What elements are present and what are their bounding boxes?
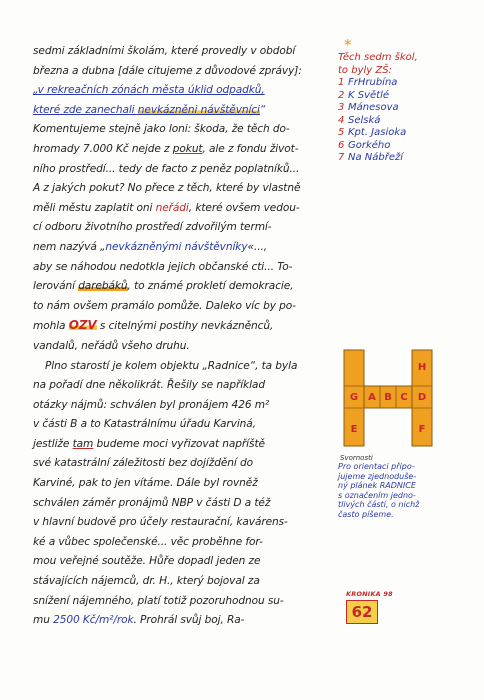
school-item: 6 Gorkého — [338, 139, 391, 151]
text-segment: nevkázněnými návštěvníky — [105, 240, 248, 253]
text-segment: , ale z fondu život- — [202, 142, 299, 155]
note-line: ný plánek RADNICE — [338, 481, 416, 490]
text-line — [33, 494, 333, 514]
text-segment: v hlavní budově pro účely restaurační, kavárens- — [33, 516, 288, 529]
text-segment: neřádi — [155, 201, 189, 214]
text-segment: nevkázněni návštěvníci — [137, 103, 260, 116]
stamp-label: KRONIKA 98 — [346, 590, 393, 598]
text-segment: ké a vůbec společenské... věc proběhne for- — [33, 535, 263, 548]
text-line — [33, 316, 333, 337]
note-line: často píšeme. — [338, 509, 394, 519]
text-line — [33, 62, 333, 82]
text-segment: . Prohrál svůj boj, Ra- — [133, 614, 245, 627]
text-segment: “ — [259, 103, 266, 116]
schools-header-line-2: to byly ZŠ: — [338, 64, 392, 76]
text-segment: lerování — [33, 280, 79, 293]
text-segment: snížení nájemného, platí totiž pozoruhodnou su- — [33, 594, 284, 607]
note-line: Pro orientaci připo- — [338, 462, 415, 471]
page-number-stamp — [346, 590, 393, 624]
text-segment: jestliže — [33, 437, 73, 450]
text-segment: OZV — [68, 318, 97, 333]
text-segment: mou veřejné soutěže. Hůře dopadl jeden ze — [33, 555, 261, 568]
text-segment: března a dubna [dále citujeme z důvodové zprávy]: — [33, 64, 302, 77]
text-segment: «..., — [247, 240, 268, 253]
text-segment: vandalů, neřádů všeho druhu. — [33, 339, 190, 352]
text-segment: mohla — [33, 320, 69, 333]
text-line — [33, 376, 333, 396]
school-item: 2 K Světlé — [338, 89, 390, 101]
text-line — [33, 101, 333, 121]
text-segment: nem nazývá „ — [33, 240, 106, 253]
asterisk-icon: * — [344, 36, 352, 54]
note-line: s označením jedno- — [338, 490, 416, 500]
text-segment: , které ovšem vedou- — [188, 201, 300, 214]
text-line — [33, 396, 333, 416]
text-segment: Karviné, pak to jen vítáme. Dále byl rovněž — [33, 477, 258, 490]
label-e: E — [350, 424, 358, 435]
text-segment: darebáků — [78, 280, 128, 293]
text-segment: v části B a to Katastrálnímu úřadu Karviná, — [33, 418, 256, 431]
text-segment: tam — [72, 437, 94, 450]
main-text-column — [33, 42, 333, 631]
school-item: 1 FrHrubína — [338, 77, 398, 88]
text-segment: ního prostředí... tedy de facto z peněz poplatníků... — [33, 162, 300, 175]
label-f: F — [418, 424, 426, 435]
text-line — [33, 297, 333, 317]
label-a: A — [368, 392, 376, 403]
school-item: 3 Mánesova — [338, 102, 399, 113]
text-segment: na pořadí dne několikrát. Řešily se například — [33, 379, 265, 392]
note-line: jujeme zjednoduše- — [338, 471, 417, 481]
radnice-building-plan — [340, 342, 440, 452]
text-segment: to nám ovšem pramálo pomůže. Daleko víc by po- — [33, 299, 296, 312]
school-item: 7 Na Nábřeží — [338, 152, 404, 163]
text-line — [33, 357, 333, 377]
text-segment: budeme moci vyřizovat napříště — [93, 437, 265, 450]
text-segment: otázky nájmů: schválen byl pronájem 426 m² — [33, 398, 270, 411]
school-item: 4 Selská — [338, 114, 381, 126]
diagram-note — [338, 462, 450, 519]
page-number: 62 — [346, 600, 378, 624]
text-segment: A z jakých pokut? No přece z těch, které by vlastně — [33, 182, 301, 195]
text-line — [33, 592, 333, 612]
text-line — [33, 454, 333, 474]
text-line — [33, 474, 333, 494]
school-item: 5 Kpt. Jasioka — [338, 127, 407, 138]
schools-header-line-1: Těch sedm škol, — [338, 52, 418, 63]
text-line — [33, 238, 333, 258]
text-segment: sedmi základními školám, které provedly v období — [33, 45, 296, 57]
text-segment: mu — [33, 614, 54, 627]
note-line: tlivých částí, o nichž — [338, 500, 420, 509]
text-line — [33, 513, 333, 533]
text-line — [33, 258, 333, 278]
text-line — [33, 179, 333, 199]
text-line — [33, 533, 333, 553]
text-segment: , to známé prokletí demokracie, — [127, 280, 294, 293]
schools-list-box — [338, 38, 448, 165]
text-segment: stávajících nájemců, dr. H., který bojoval za — [33, 575, 260, 588]
text-line — [33, 199, 333, 219]
text-segment: měli městu zaplatit oni — [33, 201, 156, 214]
text-line — [33, 81, 333, 101]
label-g: G — [349, 392, 359, 403]
text-segment: aby se náhodou nedotkla jejich občanské cti... To- — [33, 260, 293, 273]
text-line — [33, 120, 333, 140]
text-line — [33, 552, 333, 572]
text-segment: schválen záměr pronájmů NBP v části D a též — [33, 496, 271, 509]
text-line — [33, 611, 333, 631]
text-line — [33, 415, 333, 435]
text-segment: hromady 7.000 Kč nejde z — [33, 142, 173, 155]
text-segment: 2500 Kč/m²/rok — [53, 614, 134, 627]
text-segment: cí odboru životního prostředí zdvořilým termí- — [33, 221, 272, 234]
text-segment: Komentujeme stejně jako loni: škoda, že těch do- — [33, 123, 290, 136]
text-line — [33, 572, 333, 592]
text-segment: pokut — [172, 142, 203, 155]
text-line — [33, 160, 333, 180]
text-segment: Plno starostí je kolem objektu „Radnice“, ta byla — [45, 359, 298, 372]
label-c: C — [400, 392, 408, 403]
text-line — [33, 277, 333, 297]
text-line — [33, 337, 333, 357]
text-line — [33, 42, 333, 62]
diagram-caption: Svornosti — [340, 454, 373, 462]
text-segment: své katastrální záležitosti bez dojíždění do — [33, 457, 253, 470]
label-h: H — [417, 362, 427, 373]
text-line — [33, 218, 333, 238]
text-segment: „v rekreačních zónách města úklid odpadků, — [33, 84, 265, 97]
text-segment: s citelnými postihy nevkázněnců, — [96, 320, 274, 333]
text-segment: které zde zanechali — [33, 103, 138, 116]
label-d: D — [417, 392, 427, 403]
text-line — [33, 435, 333, 455]
text-line — [33, 140, 333, 160]
label-b: B — [384, 392, 392, 403]
